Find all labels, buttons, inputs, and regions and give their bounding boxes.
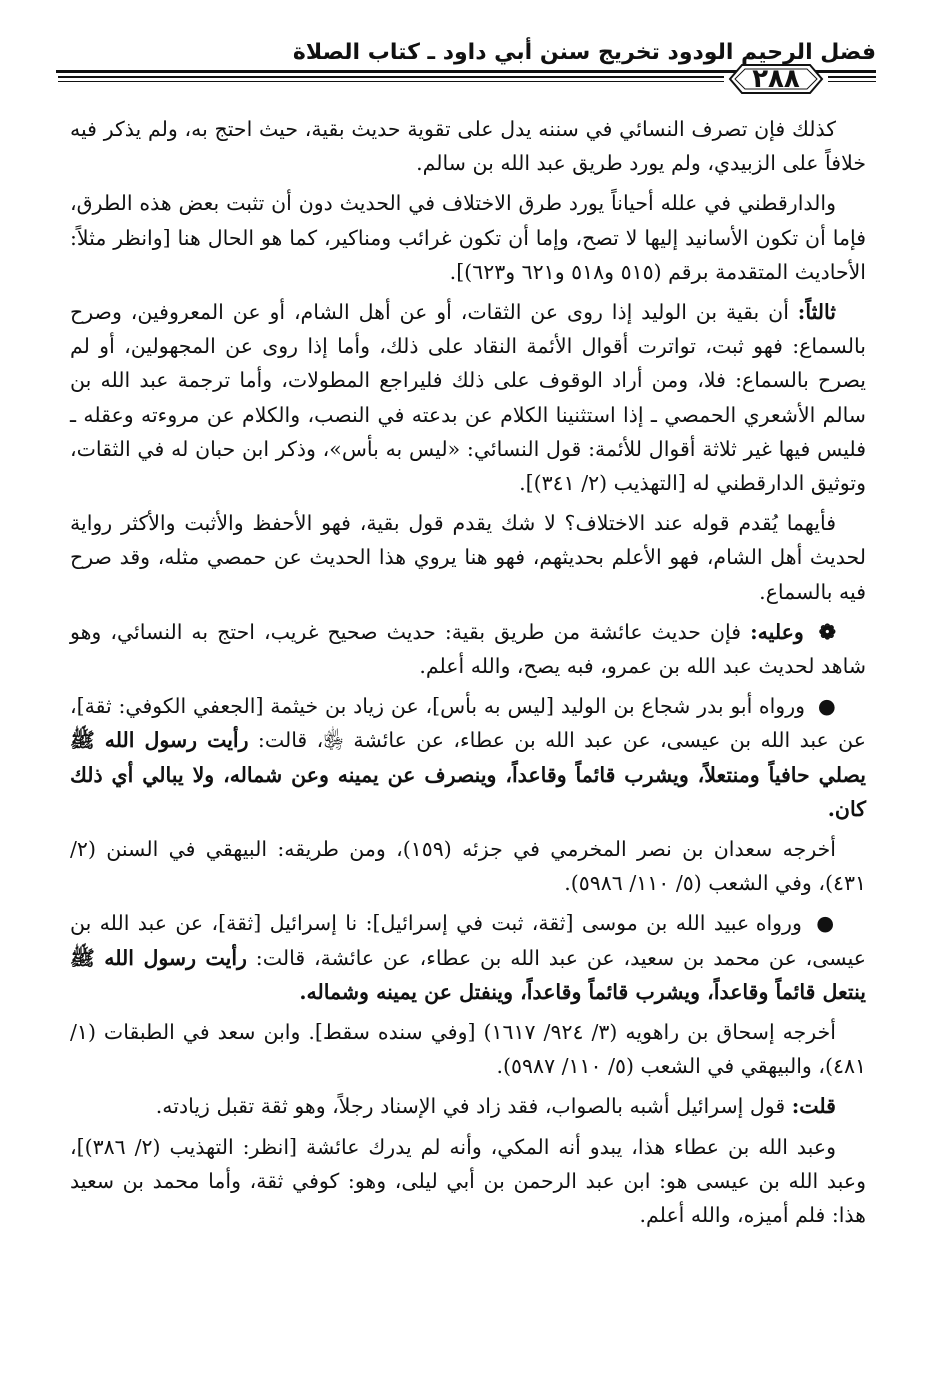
paragraph-9 [70, 1015, 866, 1083]
header-rule-right-thin [828, 81, 876, 82]
paragraph-7 [70, 832, 866, 900]
flower-bullet-icon: ❁ [818, 619, 836, 644]
header-rule-right [828, 76, 876, 78]
paragraph-10 [70, 1089, 866, 1123]
paragraph-text: أن بقية بن الوليد إذا روى عن الثقات، أو عن أهل الشام، أو عن المعروفين، وصرح بالسماع: فهو ثبت، تواترت أقوال الأئمة النقاد على ذلك، وأما إذا روى عن المجهولين، أو لم يصرح بالسماع: فلا، ومن أراد الوقوف على ذلك فليراجع المطولات، وأما ترجمة عبد الله بن سالم الأشعري الحمصي ـ إذا استثنينا الكلام عن بدعته في النصب، والكلام عن مروءته وعقله ـ فليس فيها غير ثلاثة أقوال للأئمة: قول النسائي: «ليس به بأس»، وذكر ابن حبان له في الثقات، وتوثيق الدارقطني له [التهذيب (٢/ ٣٤١)]. [70, 300, 866, 496]
paragraph-4 [70, 506, 866, 609]
page-number-badge [726, 61, 826, 97]
hadith-text: رأيت رسول الله ﷺ ينتعل قائماً وقاعداً، ويشرب قائماً وقاعداً، وينفتل عن يمينه وشماله. [70, 945, 866, 1004]
paragraph-text: ورواه أبو بدر شجاع بن الوليد [ليس به بأس]، عن زياد بن خيثمة [الجعفي الكوفي: ثقة]، عن عبد الله بن عيسى، عن عبد الله بن عطاء، عن عائشة ﵂، قالت: [70, 694, 866, 753]
page-body [70, 112, 866, 1238]
paragraph-11 [70, 1130, 866, 1233]
paragraph-3 [70, 295, 866, 500]
paragraph-text: كذلك فإن تصرف النسائي في سننه يدل على تقوية حديث بقية، حيث احتج به، ولم يذكر فيه خلافاً على الزبيدي، ولم يورد طريق عبد الله بن سالم. [70, 117, 866, 176]
paragraph-5 [70, 615, 866, 683]
dot-bullet-icon: ● [817, 694, 836, 719]
dot-bullet-icon: ● [816, 911, 836, 936]
paragraph-text: قول إسرائيل أشبه بالصواب، فقد زاد في الإسناد رجلاً، وهو ثقة تقبل زيادته. [155, 1094, 786, 1119]
running-header-title: فضل الرحيم الودود تخريج سنن أبي داود ـ كتاب الصلاة [292, 40, 876, 65]
paragraph-6 [70, 689, 866, 826]
paragraph-2 [70, 186, 866, 289]
paragraph-lead: قلت: [791, 1094, 836, 1119]
header-rule-left [58, 76, 724, 78]
hadith-text: رأيت رسول الله ﷺ يصلي حافياً ومنتعلاً، ويشرب قائماً وقاعداً، وينصرف عن يمينه وعن شماله، ولا يبالي أي ذلك كان. [70, 728, 866, 821]
paragraph-text: فإن حديث عائشة من طريق بقية: حديث صحيح غريب، احتج به النسائي، وهو شاهد لحديث عبد الله بن عمرو، فبه يصح، والله أعلم. [70, 619, 866, 679]
paragraph-8 [70, 906, 866, 1009]
paragraph-text: والدارقطني في علله أحياناً يورد طرق الاختلاف في الحديث دون أن تثبت بعض هذه الطرق، فإما أن تكون الأسانيد إليها لا تصح، وإما أن تكون غرائب ومناكير، كما هو الحال هنا [وانظر مثلاً: الأحاديث المتقدمة برقم (٥١٥ و٥١٨ و٦٢١ و٦٢٣)]. [70, 191, 866, 284]
paragraph-text: أخرجه إسحاق بن راهويه (٣/ ٩٢٤/ ١٦١٧) [وفي سنده سقط]. وابن سعد في الطبقات (١/ ٤٨١)، والبيهقي في الشعب (٥/ ١١٠/ ٥٩٨٧). [70, 1020, 866, 1079]
paragraph-text: أخرجه سعدان بن نصر المخرمي في جزئه (١٥٩)، ومن طريقه: البيهقي في السنن (٢/ ٤٣١)، وفي الشعب (٥/ ١١٠/ ٥٩٨٦). [70, 837, 866, 896]
paragraph-text: ورواه عبيد الله بن موسى [ثقة، ثبت في إسرائيل]: نا إسرائيل [ثقة]، عن عبد الله بن عيسى، عن محمد بن سعيد، عن عبد الله بن عطاء، عن عائشة، قالت: [70, 911, 866, 970]
paragraph-lead: وعليه: [750, 619, 804, 644]
paragraph-1 [70, 112, 866, 180]
page-number: ٢٨٨ [752, 64, 800, 94]
paragraph-lead: ثالثاً: [797, 300, 836, 325]
paragraph-text: فأيهما يُقدم قوله عند الاختلاف؟ لا شك يقدم قول بقية، فهو الأحفظ والأثبت والأكثر رواية لحديث أهل الشام، فهو الأعلم بحديثهم، فهو هنا يروي هذا الحديث عن حمصي مثله، وقد صرح فيه بالسماع. [70, 511, 866, 604]
header-rule-left-thin [58, 81, 724, 82]
paragraph-text: وعبد الله بن عطاء هذا، يبدو أنه المكي، وأنه لم يدرك عائشة [انظر: التهذيب (٢/ ٣٨٦)]، وعبد الله بن عيسى هو: ابن عبد الرحمن بن أبي ليلى، وهو: كوفي ثقة، وأما محمد بن سعيد هذا: فلم أميزه، والله أعلم. [70, 1134, 866, 1228]
